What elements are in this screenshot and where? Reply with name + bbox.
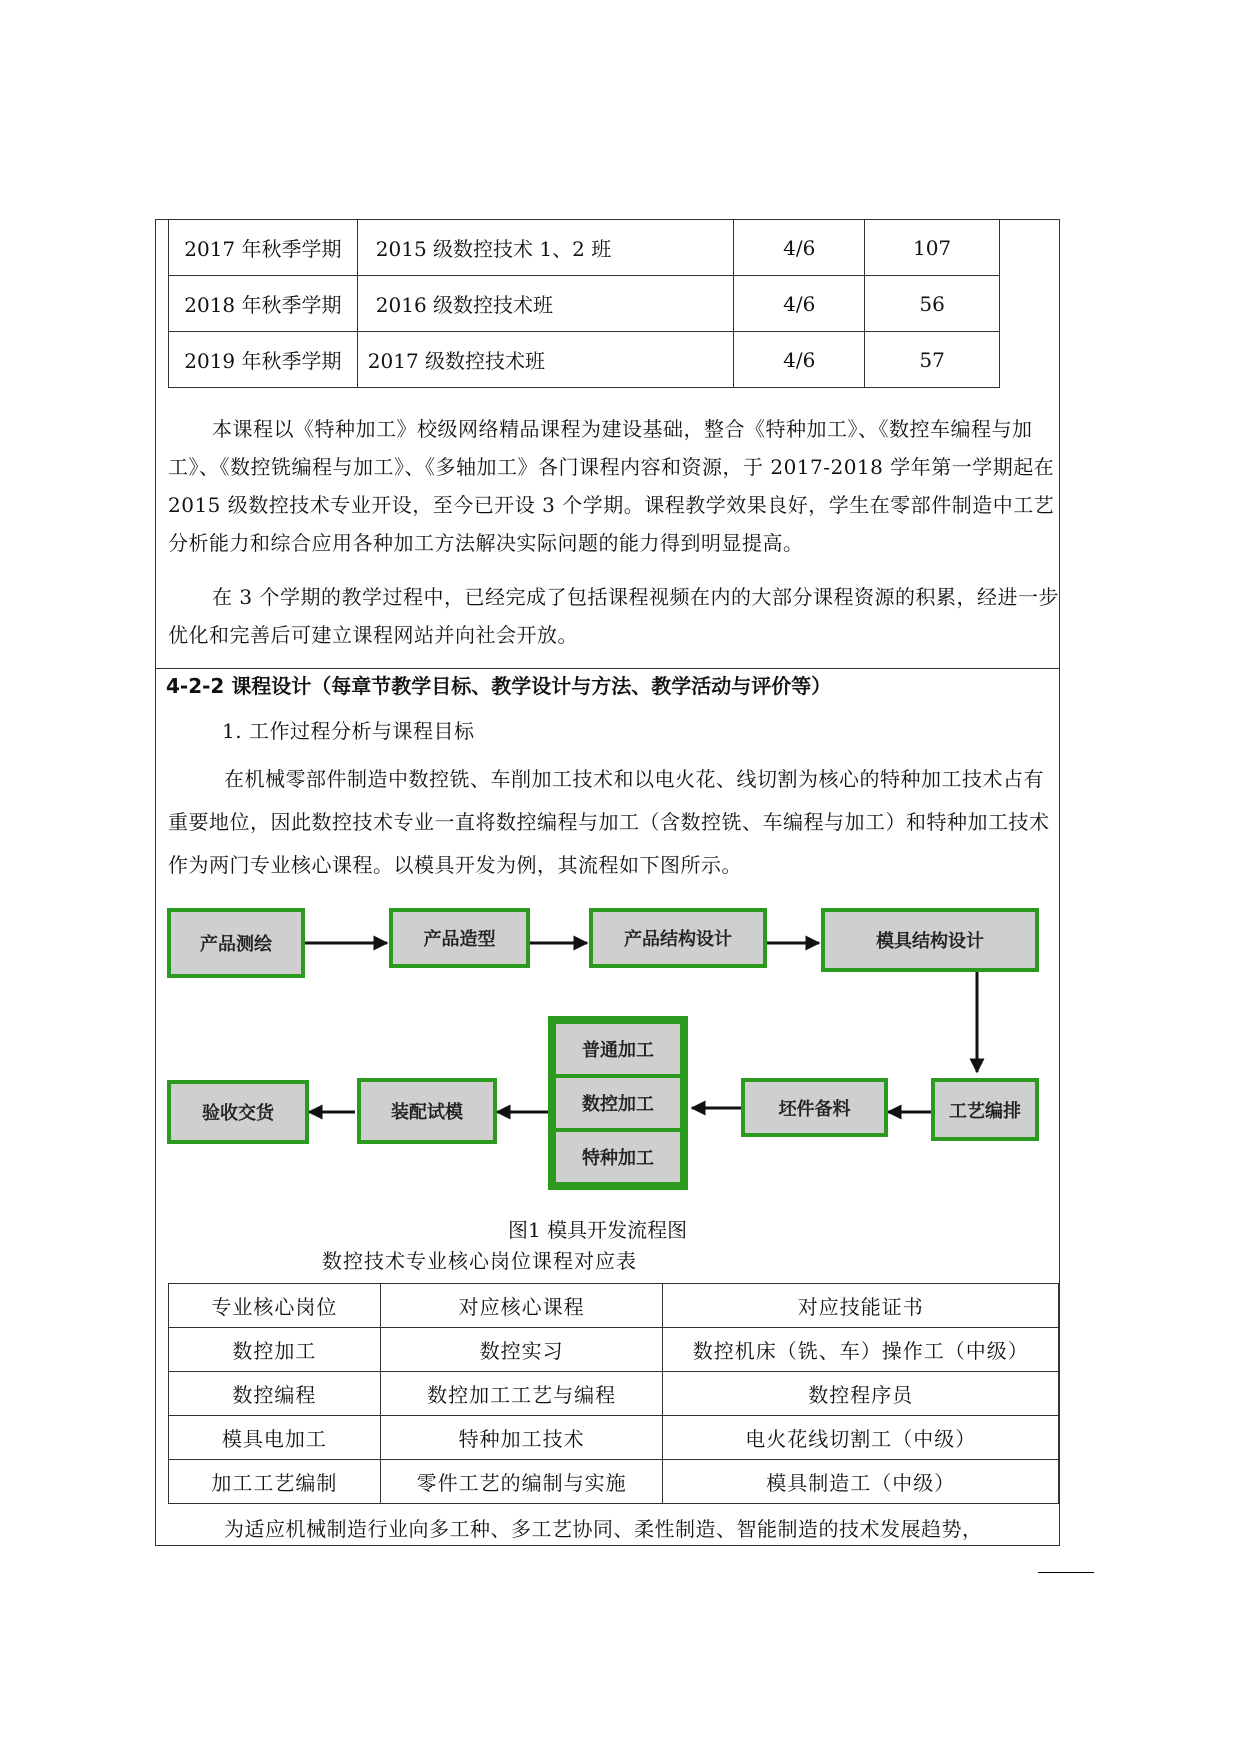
hours-cell: 4/6 [734,332,865,388]
table-cell: 特种加工技术 [380,1416,663,1460]
table-cell: 零件工艺的编制与实施 [380,1460,663,1504]
table-cell: 数控加工工艺与编程 [380,1372,663,1416]
flow-node-cnc: 数控加工 [556,1078,680,1128]
students-cell: 57 [865,332,1000,388]
term-cell: 2017 年秋季学期 [169,220,358,276]
table-row [169,1328,1059,1372]
page-number-dash [1038,1572,1094,1573]
term-cell: 2018 年秋季学期 [169,276,358,332]
term-cell: 2019 年秋季学期 [169,332,358,388]
flow-node-delivery: 验收交货 [167,1080,309,1144]
closing-paragraph: 为适应机械制造行业向多工种、多工艺协同、柔性制造、智能制造的技术发展趋势， [224,1517,983,1541]
flow-node-product-design: 产品结构设计 [589,908,767,968]
jobs-table [168,1283,1059,1504]
hours-cell: 4/6 [734,276,865,332]
table-cell: 数控机床（铣、车）操作工（中级） [663,1328,1059,1372]
flow-node-assembly: 装配试模 [357,1078,497,1144]
table-row [169,1460,1059,1504]
table-cell: 模具制造工（中级） [663,1460,1059,1504]
intro-paragraph-1: 本课程以《特种加工》校级网络精品课程为建设基础，整合《特种加工》、《数控车编程与加工》、《数控铣编程与加工》、《多轴加工》各门课程内容和资源，于 2017-2018 学年第一学期起在 2015 级数控技术专业开设，至今已开设 3 个学期。课程教学效果良好，学生在零部件制造中工艺分析能力和综合应用各种加工方法解决实际问题的能力得到明显提高。 [168,417,1055,555]
section-paragraph: 在机械零部件制造中数控铣、车削加工技术和以电火花、线切割为核心的特种加工技术占有重要地位，因此数控技术专业一直将数控编程与加工（含数控铣、车编程与加工）和特种加工技术作为两门专业核心课程。以模具开发为例，其流程如下图所示。 [168,767,1050,877]
students-cell: 107 [865,220,1000,276]
flow-node-blank-prep: 坯件备料 [741,1078,888,1137]
students-cell: 56 [865,276,1000,332]
class-cell: 2017 级数控技术班 [357,332,734,388]
column-header: 专业核心岗位 [169,1284,381,1328]
class-cell: 2016 级数控技术班 [357,276,734,332]
table-cell: 数控编程 [169,1372,381,1416]
flow-node-conventional: 普通加工 [556,1024,680,1074]
section-subheading: 1. 工作过程分析与课程目标 [222,719,475,743]
table-row [169,1416,1059,1460]
table-cell: 数控加工 [169,1328,381,1372]
column-header: 对应技能证书 [663,1284,1059,1328]
hours-cell: 4/6 [734,220,865,276]
column-header: 对应核心课程 [380,1284,663,1328]
table-cell: 模具电加工 [169,1416,381,1460]
table-cell: 加工工艺编制 [169,1460,381,1504]
table-cell: 数控程序员 [663,1372,1059,1416]
flow-node-special: 特种加工 [556,1132,680,1182]
table-cell: 电火花线切割工（中级） [663,1416,1059,1460]
figure-caption: 图1 模具开发流程图 [508,1218,688,1242]
flow-node-process-planning: 工艺编排 [931,1078,1039,1141]
section-heading: 4-2-2 课程设计（每章节教学目标、教学设计与方法、教学活动与评价等） [166,674,832,698]
flow-node-mold-design: 模具结构设计 [821,908,1039,972]
intro-paragraph-2: 在 3 个学期的教学过程中，已经完成了包括课程视频在内的大部分课程资源的积累，经进一步优化和完善后可建立课程网站并向社会开放。 [168,585,1059,647]
flow-node-machining-group [548,1016,688,1190]
flow-node-survey: 产品测绘 [167,908,305,978]
table-title: 数控技术专业核心岗位课程对应表 [322,1249,637,1273]
table-cell: 数控实习 [380,1328,663,1372]
table-row [169,1372,1059,1416]
class-cell: 2015 级数控技术 1、2 班 [357,220,734,276]
flow-node-modeling: 产品造型 [389,908,530,968]
table-header-row [169,1284,1059,1328]
